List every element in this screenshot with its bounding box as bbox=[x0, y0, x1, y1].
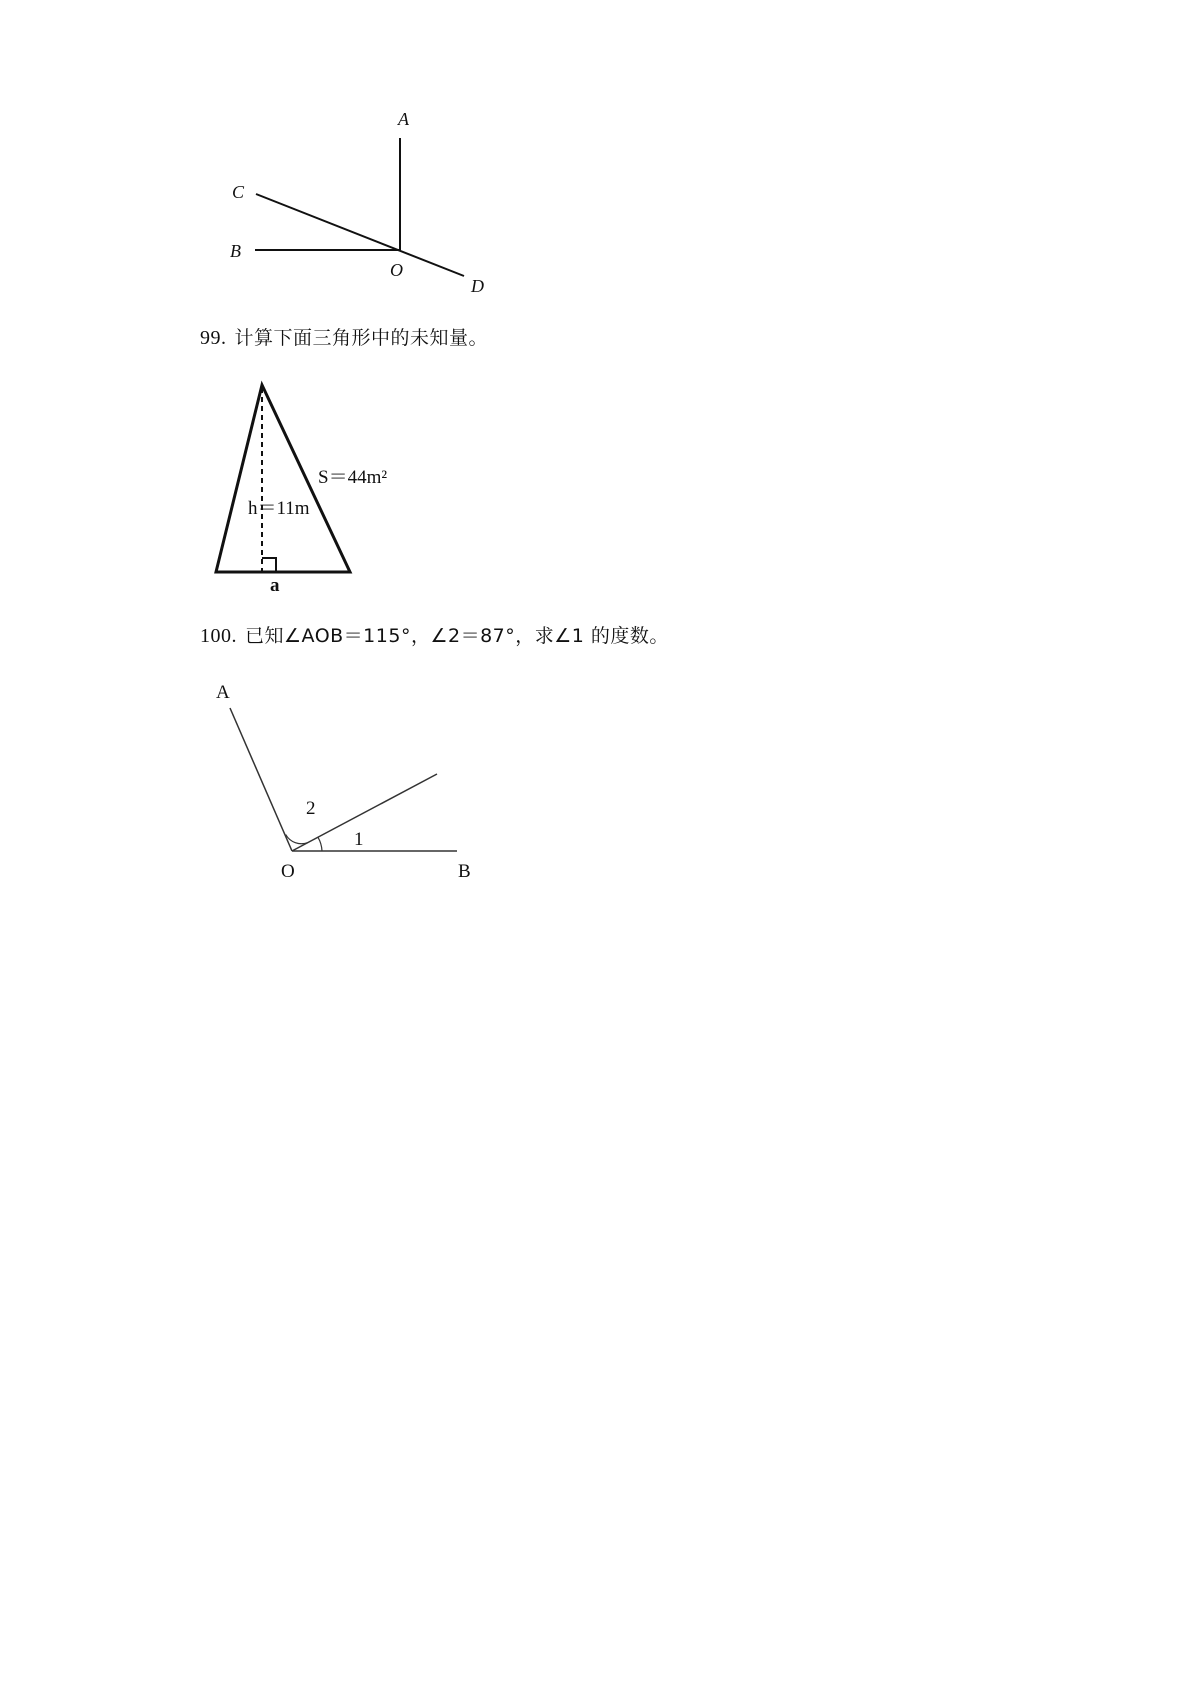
base-label: a bbox=[270, 575, 280, 596]
question-99 bbox=[200, 323, 488, 350]
right-angle-mark bbox=[262, 558, 276, 572]
label-c: C bbox=[232, 182, 245, 202]
height-label: h＝11m bbox=[248, 498, 310, 519]
question-text: 已知∠AOB＝115°，∠2＝87°，求∠1 的度数。 bbox=[245, 625, 669, 647]
angle1-arc bbox=[318, 837, 322, 851]
area-label: S＝44m² bbox=[318, 467, 388, 488]
ray-oa-3 bbox=[230, 708, 292, 851]
label-o-3: O bbox=[281, 861, 295, 882]
question-text: 计算下面三角形中的未知量。 bbox=[234, 327, 489, 349]
figure-rays bbox=[230, 109, 484, 296]
figure-triangle bbox=[216, 385, 387, 596]
label-a: A bbox=[398, 109, 409, 129]
question-number: 100. bbox=[200, 625, 237, 647]
label-angle1: 1 bbox=[354, 829, 364, 850]
label-a-3: A bbox=[216, 682, 230, 703]
question-100 bbox=[200, 621, 669, 648]
question-number: 99. bbox=[200, 327, 227, 349]
figure-angles bbox=[216, 682, 471, 882]
label-angle2: 2 bbox=[306, 798, 316, 819]
line-cd bbox=[256, 194, 464, 276]
label-o: O bbox=[390, 260, 403, 280]
label-b: B bbox=[230, 241, 241, 261]
label-d: D bbox=[471, 276, 484, 296]
label-b-3: B bbox=[458, 861, 471, 882]
